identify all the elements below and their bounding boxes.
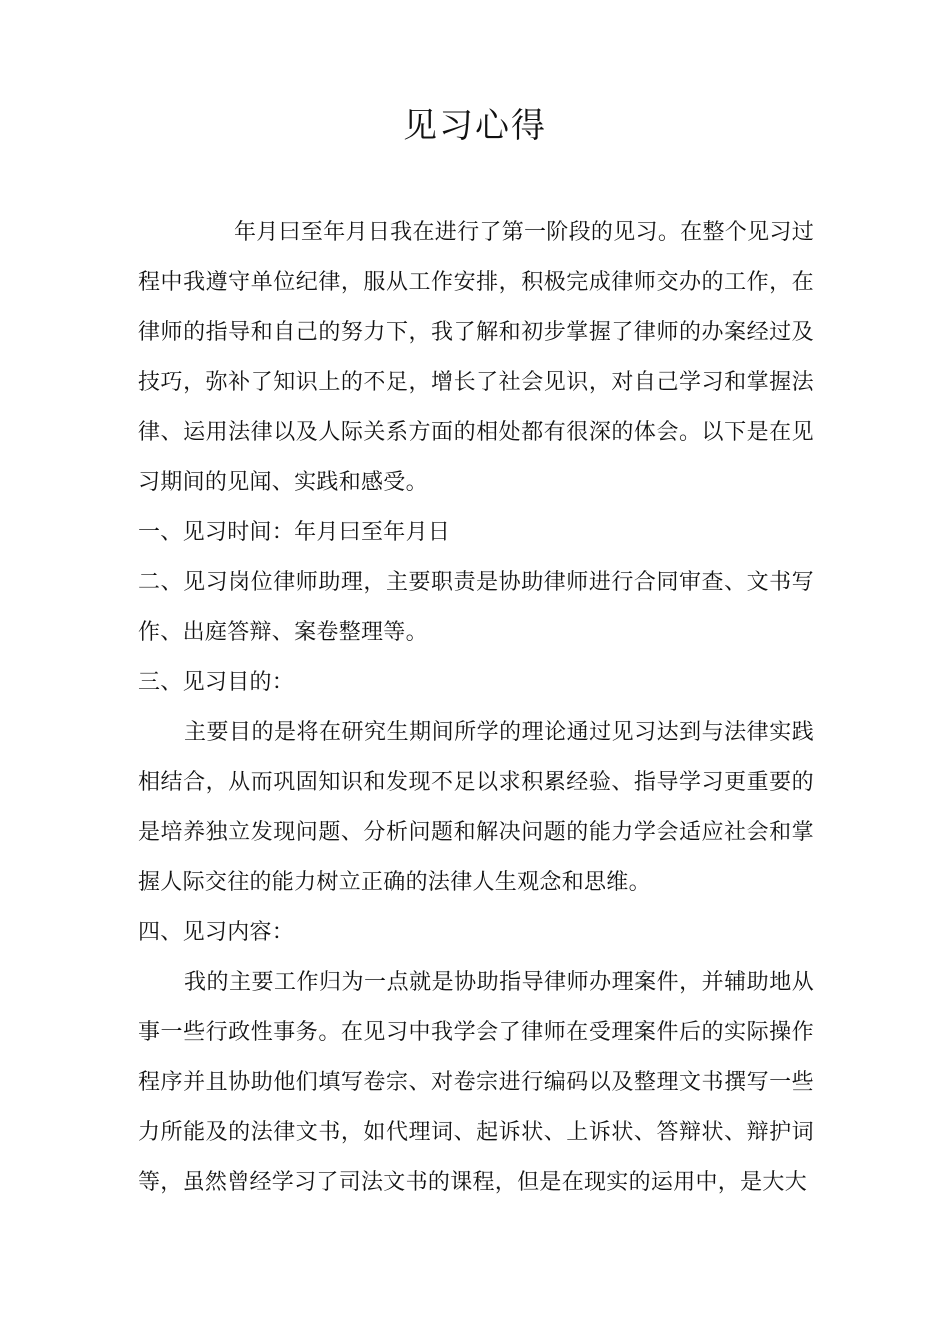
section-4-heading: 四、见习内容：	[138, 920, 295, 945]
section-1-time: 一、见习时间：年月曰至年月日	[138, 520, 451, 545]
document-body	[138, 208, 814, 1208]
section-3-body: 主要目的是将在研究生期间所学的理论通过见习达到与法律实践相结合，从而巩固知识和发现不足以求积累经验、指导学习更重要的是培养独立发现问题、分析问题和解决问题的能力学会适应社会和掌握人际交往的能力树立正确的法律人生观念和思维。	[138, 720, 814, 895]
section-4-body: 我的主要工作归为一点就是协助指导律师办理案件，并辅助地从事一些行政性事务。在见习中我学会了律师在受理案件后的实际操作程序并且协助他们填写卷宗、对卷宗进行编码以及整理文书撰写一些力所能及的法律文书，如代理词、起诉状、上诉状、答辩状、辩护词等，虽然曾经学习了司法文书的课程，但是在现实的运用中，是大大	[138, 970, 814, 1195]
document-title: 见习心得	[403, 106, 547, 146]
section-2-position: 二、见习岗位律师助理，主要职责是协助律师进行合同审查、文书写作、出庭答辩、案卷整理等。	[138, 570, 814, 645]
section-3-heading: 三、见习目的：	[138, 670, 295, 695]
intro-paragraph: 年月曰至年月日我在进行了第一阶段的见习。在整个见习过程中我遵守单位纪律，服从工作安排，积极完成律师交办的工作，在律师的指导和自己的努力下，我了解和初步掌握了律师的办案经过及技巧，弥补了知识上的不足，增长了社会见识，对自己学习和掌握法律、运用法律以及人际关系方面的相处都有很深的体会。以下是在见习期间的见闻、实践和感受。	[138, 220, 814, 495]
